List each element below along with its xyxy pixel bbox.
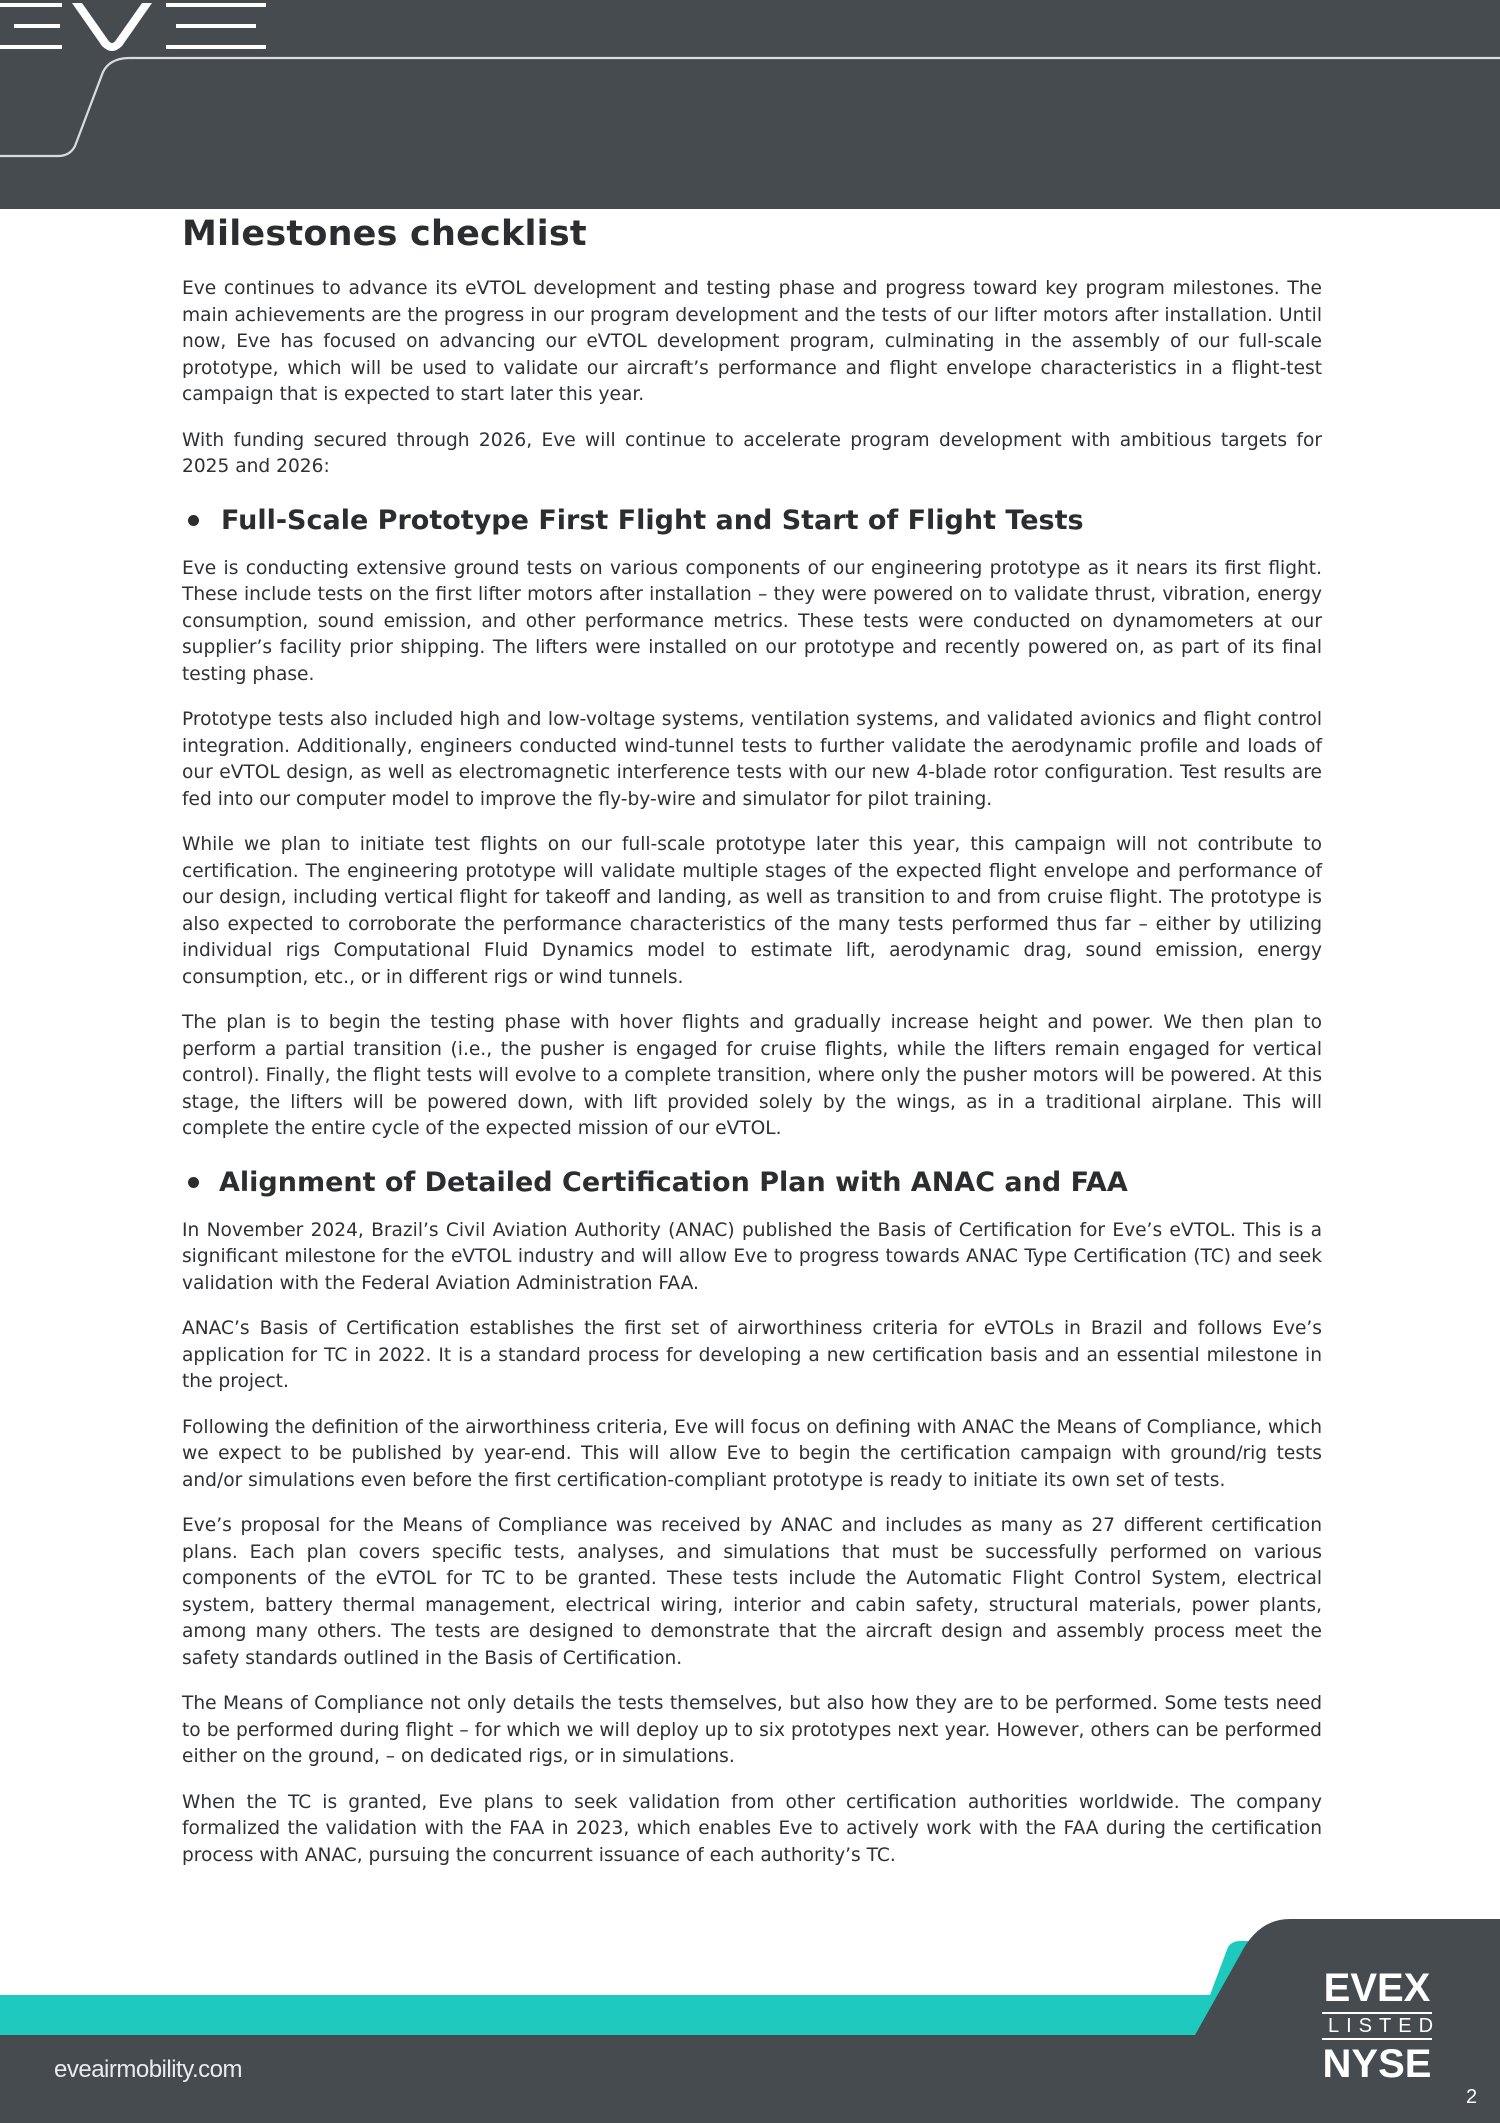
evex-nyse-badge [1318, 1966, 1441, 2086]
section-paragraph: The plan is to begin the testing phase with hover flights and gradually increase height and power. We then plan to perform a partial transition (i.e., the pusher is engaged for cruise flights, while the lifters remain engaged for vertical control). Finally, the flight tests will evolve to a complete transition, where only the pusher motors will be powered. At this stage, the lifters will be powered down, with lift provided solely by the wings, as in a traditional airplane. This will complete the entire cycle of the expected mission of our eVTOL. [182, 1012, 1322, 1139]
section-paragraph: The Means of Compliance not only details the tests themselves, but also how they are to be performed. Some tests need to be performed during flight – for which we will deploy up to six prototypes next year. However, others can be performed either on the ground, – on dedicated rigs, or in simulations. [182, 1693, 1322, 1767]
section-paragraph: Prototype tests also included high and low-voltage systems, ventilation systems, and validated avionics and flight control integration. Additionally, engineers conducted wind-tunnel tests to further validate the aerodynamic profile and loads of our eVTOL design, as well as electromagnetic interference tests with our new 4-blade rotor configuration. Test results are fed into our computer model to improve the fly-by-wire and simulator for pilot training. [182, 709, 1322, 810]
listed-text: LISTED [1322, 2012, 1432, 2040]
intro-paragraph: With funding secured through 2026, Eve will continue to accelerate program development with ambitious targets for 2025 and 2026: [182, 429, 1322, 477]
section-paragraph: Following the definition of the airworthiness criteria, Eve will focus on defining with ANAC the Means of Compliance, which we expect to be published by year-end. This will allow Eve to begin the certification campaign with ground/rig tests and/or simulations even before the first certification-compliant prototype is ready to initiate its own set of tests. [182, 1416, 1323, 1491]
page-number: 2 [1466, 2086, 1478, 2108]
section-paragraph: In November 2024, Brazil’s Civil Aviation Authority (ANAC) published the Basis of Certification for Eve’s eVTOL. This is a significant milestone for the eVTOL industry and will allow Eve to progress towards ANAC Type Certification (TC) and seek validation with the Federal Aviation Administration FAA. [182, 1219, 1322, 1294]
footer-decoration [0, 1915, 1500, 2123]
main-content [182, 214, 1322, 1888]
bullet-icon [188, 515, 199, 526]
section-heading [182, 1167, 1322, 1198]
bullet-icon [188, 1177, 199, 1188]
section-paragraph: Eve is conducting extensive ground tests on various components of our engineering prototype as it nears its first flight. These include tests on the first lifter motors after installation – they were powered on to validate thrust, vibration, energy consumption, sound emission, and other performance metrics. These tests were conducted on dynamometers at our supplier’s facility prior shipping. The lifters were installed on our prototype and recently powered on, as part of its final testing phase. [182, 557, 1322, 685]
section-paragraph: Eve’s proposal for the Means of Compliance was received by ANAC and includes as many as 27 different certification plans. Each plan covers specific tests, analyses, and simulations that must be successfully performed on various components of the eVTOL for TC to be granted. These tests include the Automatic Flight Control System, electrical system, battery thermal management, electrical wiring, interior and cabin safety, structural materials, power plants, among many others. The tests are designed to demonstrate that the aircraft design and assembly process meet the safety standards outlined in the Basis of Certification. [182, 1515, 1322, 1669]
section-paragraph: When the TC is granted, Eve plans to seek validation from other certification authorities worldwide. The company formalized the validation with the FAA in 2023, which enables Eve to actively work with the FAA during the certification process with ANAC, pursuing the concurrent issuance of each authority’s TC. [182, 1791, 1322, 1866]
page-title: Milestones checklist [182, 214, 587, 254]
ticker-text: EVEX [1323, 1966, 1431, 2010]
section-paragraph: ANAC’s Basis of Certification establishes the first set of airworthiness criteria for eVTOLs in Brazil and follows Eve’s application for TC in 2022. It is a standard process for developing a new certification basis and an essential milestone in the project. [182, 1318, 1322, 1392]
section-heading-text: Alignment of Detailed Certification Plan with ANAC and FAA [219, 1166, 1128, 1198]
page-header [0, 0, 1500, 209]
intro-paragraph: Eve continues to advance its eVTOL development and testing phase and progress toward key program milestones. The main achievements are the progress in our program development and the tests of our lifter motors after installation. Until now, Eve has focused on advancing our eVTOL development program, culminating in the assembly of our full-scale prototype, which will be used to validate our aircraft’s performance and flight envelope characteristics in a flight-test campaign that is expected to start later this year. [182, 278, 1322, 405]
exchange-text: NYSE [1322, 2042, 1432, 2086]
section-heading [182, 505, 1322, 536]
section-paragraph: While we plan to initiate test flights on our full-scale prototype later this year, this campaign will not contribute to certification. The engineering prototype will validate multiple stages of the expected flight envelope and performance of our design, including vertical flight for takeoff and landing, as well as transition to and from cruise flight. The prototype is also expected to corroborate the performance characteristics of the many tests performed thus far – either by utilizing individual rigs Computational Fluid Dynamics model to estimate lift, aerodynamic drag, sound emission, energy consumption, etc., or in different rigs or wind tunnels. [182, 834, 1322, 988]
section-heading-text: Full-Scale Prototype First Flight and Start of Flight Tests [221, 504, 1084, 536]
website-link[interactable]: eveairmobility.com [54, 2056, 242, 2083]
eve-wordmark-icon [0, 0, 266, 52]
